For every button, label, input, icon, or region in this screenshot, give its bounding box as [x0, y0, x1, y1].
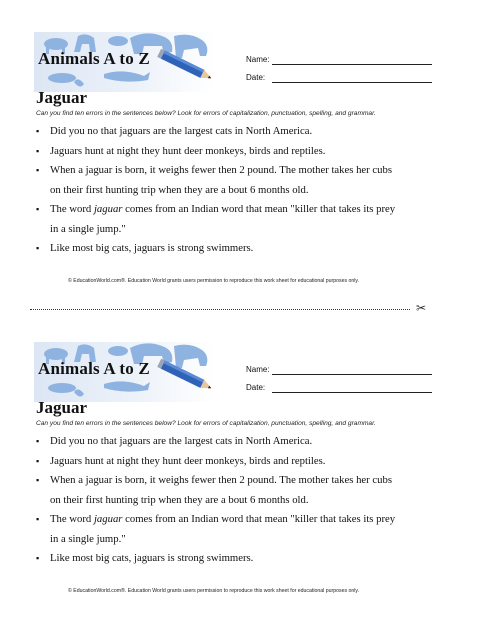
sentence-text: The word jaguar comes from an Indian word that mean "killer that takes its prey [50, 203, 396, 215]
worksheet-title: Jaguar [36, 88, 87, 107]
worksheet-top [0, 28, 480, 328]
sentence-text: in a single jump." [50, 532, 126, 545]
copyright-notice: © EducationWorld.com®. Education World grants users permission to reproduce this work sheet for educational purposes only. [68, 278, 360, 284]
list-item [36, 239, 456, 259]
date-label: Date: [246, 383, 266, 392]
bullet-icon: ▪ [36, 553, 40, 563]
sentence-text: The word jaguar comes from an Indian word that mean "killer that takes its prey [50, 513, 396, 525]
list-item [36, 471, 456, 510]
date-field[interactable] [272, 392, 432, 393]
instructions: Can you find ten errors in the sentences below? Look for errors of capitalization, punctuation, spelling, and grammar. [36, 420, 376, 427]
pencil-icon [154, 46, 214, 86]
instructions: Can you find ten errors in the sentences below? Look for errors of capitalization, punctuation, spelling, and grammar. [36, 110, 376, 117]
bullet-icon: ▪ [36, 204, 40, 214]
bullet-icon: ▪ [36, 475, 40, 485]
scissors-icon: ✂ [416, 301, 427, 315]
sentence-text: Did you no that jaguars are the largest cats in North America. [50, 435, 313, 447]
date-label: Date: [246, 73, 266, 82]
sentence-list [36, 122, 456, 259]
list-item [36, 510, 456, 549]
bullet-icon: ▪ [36, 436, 40, 446]
name-field[interactable] [272, 374, 432, 375]
bullet-icon: ▪ [36, 514, 40, 524]
sentence-text: When a jaguar is born, it weighs fewer then 2 pound. The mother takes her cubs [50, 164, 392, 176]
list-item [36, 122, 456, 142]
animals-banner [34, 342, 214, 402]
list-item [36, 142, 456, 162]
name-label: Name: [246, 365, 270, 374]
sentence-text: Like most big cats, jaguars is strong swimmers. [50, 552, 254, 564]
worksheet-title: Jaguar [36, 398, 87, 417]
italic-term: jaguar [93, 513, 123, 525]
bullet-icon: ▪ [36, 145, 40, 156]
list-item [36, 200, 456, 239]
name-field[interactable] [272, 64, 432, 65]
sentence-list [36, 432, 456, 569]
cut-line [30, 309, 410, 310]
sentence-text: on their first hunting trip when they are a bout 6 months old. [50, 183, 309, 196]
date-field[interactable] [272, 82, 432, 83]
list-item [36, 549, 456, 569]
list-item [36, 161, 456, 200]
animals-banner [34, 32, 214, 92]
sentence-text: Jaguars hunt at night they hunt deer monkeys, birds and reptiles. [50, 144, 326, 157]
sentence-text: Did you no that jaguars are the largest cats in North America. [50, 125, 313, 137]
list-item [36, 452, 456, 472]
name-label: Name: [246, 55, 270, 64]
list-item [36, 432, 456, 452]
worksheet-bottom [0, 338, 480, 638]
sentence-text: Like most big cats, jaguars is strong swimmers. [50, 242, 254, 254]
sentence-text: on their first hunting trip when they are a bout 6 months old. [50, 493, 309, 506]
sentence-text: Jaguars hunt at night they hunt deer monkeys, birds and reptiles. [50, 454, 326, 467]
bullet-icon: ▪ [36, 455, 40, 466]
bullet-icon: ▪ [36, 243, 40, 253]
pencil-icon [154, 356, 214, 396]
copyright-notice: © EducationWorld.com®. Education World grants users permission to reproduce this work sheet for educational purposes only. [68, 588, 360, 594]
bullet-icon: ▪ [36, 126, 40, 136]
bullet-icon: ▪ [36, 165, 40, 175]
banner-title: Animals A to Z [38, 359, 150, 378]
banner-title: Animals A to Z [38, 49, 150, 68]
italic-term: jaguar [93, 203, 123, 215]
sentence-text: in a single jump." [50, 222, 126, 235]
sentence-text: When a jaguar is born, it weighs fewer then 2 pound. The mother takes her cubs [50, 474, 392, 486]
